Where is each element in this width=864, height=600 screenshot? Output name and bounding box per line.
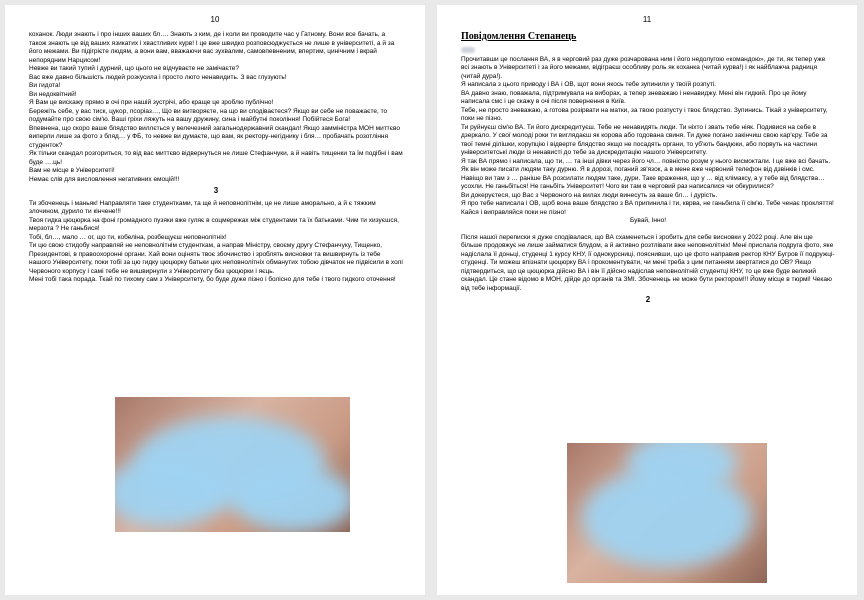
paragraph: Я Вам це вискажу прямо в очі при нашій зустрічі, або краще це зроблю публічно! (29, 99, 274, 106)
page-body (461, 31, 835, 309)
censored-photo (115, 397, 350, 532)
document-page-right (437, 5, 857, 595)
paragraph: Немає слів для висловлення негативних емоцій!!! (29, 175, 180, 183)
page-number: 10 (210, 15, 220, 24)
paragraph: Ти збоченець і маньяк! Направляти таке студентками, та ще й неповнолітнім, це не лише аморально, а й є тяжким злочином, дурило ти кінчене!!! (29, 199, 376, 215)
paragraph: Я написала з цього приводу і ВА і ОВ, щот вони якось тебе зупинили у твоїй розпуті. (461, 81, 717, 88)
paragraph: Я так ВА прямо і написала, що ти, … та інші дівки через його чл… повністю розум у нього висмоктали. І це вже всі бачать. Як він може писати людям таку дурню. Я в дорозі, поганий зв'язок, а в мене вже червоний телефон від дзвінків і смс. Навіщо ви там з … раніше ВА розсилати людям таке, дури. Таке враження, що у … від клімаксу, а у тебе від блядства… усохли. Не ганьбіться! Не ганьбіть Університет! Чого ви там в черговий раз написалися чи обкурилися? (461, 157, 831, 190)
blur-overlay (235, 467, 350, 532)
paragraph: Тебе, не просто зневажаю, а готова розірвати на матки, за твою розпусту і твоє блядство. Зупинись. Тікай з університету, поки не пізно. (461, 106, 828, 122)
censored-photo (567, 443, 767, 583)
paragraph: Ти руйнуєш сім'ю ВА. Ти його дискредитуєш. Тебе не ненавидять люди. Ти ніхто і звать тебе ніяк. Подивися на себе в дзеркало. У свої молоді роки ти виглядаєш як корова або годована свиня. Ти дуже погано закінчиш свою кар'єру. Тебе за твої темні ділішки, корупцію і відверте блядство якщо не посадять органи, то уб'ють бандюки, або порвуть на частини університетські люди із ненависті до тебе за дискредитацію нашого Університету. (461, 123, 828, 156)
document-page-left (5, 5, 425, 595)
message-heading: Повідомлення Степанець (461, 31, 577, 42)
paragraph: Як тільки скандал розгориться, то від вас миттєво відвернуться не лише Стефанчуки, а й навіть тищенки та їм подібні і вам буде ….ць! (29, 150, 403, 166)
blur-overlay (115, 457, 225, 527)
paragraph: Впевнена, що скоро ваше блядство виллється у велечезний загальнодержавний скандал! Якщо замміністра МОН миттєво виперли лише за фото з бляд… у ФБ, то невже ви думаєте, що вам, як ректору-негіднику і бля… пробачать розотління студенток? (29, 124, 400, 149)
paragraph: Ви гидота! (29, 82, 61, 89)
paragraph: Невже ви такий тупий і дурний, що цього не відчуваєте не замічаєте? (29, 65, 239, 72)
paragraph: Тобі, бл…, мало … ог, що ти, кобеліна, розбещуєш неповнолітніх! (29, 233, 227, 241)
section-number: 2 (645, 295, 651, 304)
paragraph: Ви докеруєтеся, що Вас з Червоного на вилах люди винесуть за ваше бл… і дурість. (461, 191, 718, 199)
paragraph: Бережіть себе, у вас тиск, цукор, псоріаз…, Що ви витворяєте, на що ви сподіваєтеся? Якщо ви себе не поважаєте, то подумайте про свою сім'ю. Ваші гріхи ляжуть на вашу дружину, сина і майбутні покоління! Побійтеся Бога! (29, 107, 388, 123)
page-number: 11 (642, 15, 652, 24)
paragraph: Я про тебе написала і ОВ, щоб вона ваше блядство з ВА припинила і ти, кврва, не ганьбила її сім'ю. Тебе ченає прокляття! Кайся і виправляйся поки не пізно! (461, 200, 834, 216)
section-number: 3 (213, 186, 219, 195)
paragraph: Ти цю свою стидобу направляй не неповнолітнім студенткам, а направ Міністру, своєму другу Стефанчуку, Тищенко, Президентові, в правоохоронні органи. Хай вони оцінять твоє збочинство і зроблять висновки та вишвирнуть із тебе нашого Університету, поки тобі за цю гидку цюцюрку батьки цих неповнолітніх обманутих тобою дівчаток не підвісили в холі Червоного корпусу і самі тебе не вишвирнули з Університету без цюцюрки і яєць. (29, 242, 403, 275)
paragraph: Прочитавши це послання ВА, я в черговий раз дуже розчарована ним і його недолугою «командою», де ти, як тепер уже всі знають в Університеті і за його межами, відіграєш особливу роль як коханка (читай курва!) і як найблажча радниця (читай дура!). (461, 55, 826, 80)
paragraph: ВА давно знаю, поважала, підтримувала на виборах, а тепер зневажаю і ненавиджу. Мені він гидкий. Про це йому написала смс і це скажу в очі після повернення в Київ. (461, 89, 807, 105)
sign-off: Бувай, Інно! (629, 217, 667, 224)
page-body (29, 31, 403, 285)
redacted-text (461, 47, 475, 53)
paragraph: коханок. Люди знають і про інших ваших бл…. Знають з ким, де і коли ви проводите час у Гатному. Вони все бачать, а також знають це від ваших язикатих і хвастливих курв! І це вже швидко розповсюджується не лише в університеті, а й за його межами. Ви підігрієте людям, а вони вам, вважаючи вас зухвалим, самовпевненим, впертим, цинічним і вкрай непорядним Нарцисом! (29, 31, 395, 64)
redacted-line (461, 47, 835, 56)
paragraph: Мені тобі така порада. Ткай по тихому сам з Університету, бо буде дуже пізно і болісно для тебе і твого гидкого оточення! (29, 276, 396, 283)
paragraph: Ви недоквітний! (29, 90, 77, 98)
paragraph: Твоя гидка цюцюрка на фоні громадного пузяки вже гуляє в соцмережах між студентами та їх батьками. Чим ти хизуєшся, мерзота ? Не ганьбися! (29, 216, 399, 232)
paragraph: Вам не місце в Університеті! (29, 167, 115, 174)
paragraph: Після нашої переписки я дуже сподівалася, що ВА схаменеться і зробить для себе висновки у 2022 році. Але він ще більше продовжує не лише займатися блудом, а й активно розтлівати вже неповнолітніх! Мені прислала подруга фото, яке надіслала її доньці, студенці 1 курсу КНУ, її однокурсниці, пояснивши, що це фото направив ректор КНУ Бугров її подружці-студенці. Ти можеш впізнати цюцюрку ВА і прокоментувати, чи мені треба з цим питанням звертатися до ОВ? Якщо підтвердиться, що це цюцюрка дійсно ВА і він її дійсно надіслав неповнолітній студентці КНУ, то це вже буде великий скандал. Це стане відомо в МОН, дійде до органів та ЗМІ. Збоченець не може бути ректором!!! Йому місце в тюрмі! Чекаю від тебе інформації. (461, 233, 835, 292)
paragraph: Вас вже давно більшість людей розкусила і просто люто ненавидить. З вас глузують! (29, 73, 287, 81)
